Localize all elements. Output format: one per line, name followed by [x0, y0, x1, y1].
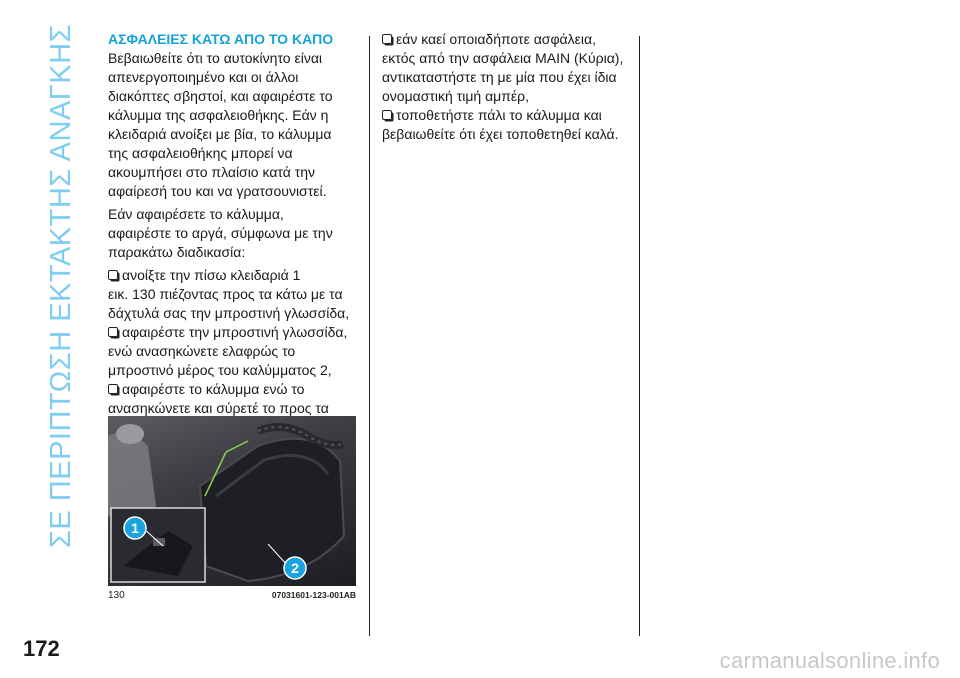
- text-line: δάχτυλά σας την μπροστινή γλωσσίδα,: [108, 305, 350, 321]
- text-line: εάν καεί οποιαδήποτε ασφάλεια,: [396, 31, 596, 47]
- procedure-intro: [108, 205, 360, 262]
- checkbox-bullet-icon: [108, 327, 118, 337]
- text-line: μπροστινό μέρος του καλύμματος 2,: [108, 362, 332, 378]
- chapter-title: ΣΕ ΠΕΡΙΠΤΩΣΗ ΕΚΤΑΚΤΗΣ ΑΝΑΓΚΗΣ: [44, 24, 77, 549]
- checkbox-bullet-icon: [108, 384, 118, 394]
- text-line: ονομαστική τιμή αμπέρ,: [382, 88, 529, 104]
- text-line: αφαιρέστε το αργά, σύμφωνα με την: [108, 225, 333, 241]
- checkbox-bullet-icon: [382, 34, 392, 44]
- watermark-text: carmanualsonline.info: [719, 648, 940, 673]
- text-line: ακουμπήσει στο πλαίσιο κατά την: [108, 164, 316, 180]
- figure-caption: [108, 590, 356, 604]
- step-1: [108, 266, 360, 323]
- text-line: της ασφαλειοθήκης μπορεί να: [108, 145, 293, 161]
- text-line: ενώ ανασηκώνετε ελαφρώς το: [108, 343, 296, 359]
- text-line: ανασηκώνετε και σύρετέ το προς τα: [108, 400, 329, 416]
- intro-paragraph: [108, 49, 360, 201]
- text-line: Εάν αφαιρέσετε το κάλυμμα,: [108, 206, 284, 222]
- step-4: [382, 30, 638, 106]
- column-divider: [369, 36, 370, 636]
- text-line: διακόπτες σβηστοί, και αφαιρέστε το: [108, 88, 333, 104]
- text-line: βεβαιωθείτε ότι έχει τοποθετηθεί καλά.: [382, 126, 619, 142]
- chapter-side-tab: [44, 24, 78, 549]
- text-line: αφαιρέστε την μπροστινή γλωσσίδα,: [122, 324, 348, 340]
- callout-2-label: 2: [291, 560, 299, 576]
- text-line: Βεβαιωθείτε ότι το αυτοκίνητο είναι: [108, 50, 323, 66]
- fuse-box-photo: [108, 416, 356, 586]
- text-line: αφαιρέστε το κάλυμμα ενώ το: [122, 381, 305, 397]
- right-column: [382, 30, 638, 144]
- text-line: απενεργοποιημένο και οι άλλοι: [108, 69, 299, 85]
- text-line: κάλυμμα της ασφαλειοθήκης. Εάν η: [108, 107, 329, 123]
- engine-bay-illustration: [108, 416, 356, 586]
- left-column: [108, 30, 360, 437]
- text-line: αντικαταστήστε τη με μία που έχει ίδια: [382, 69, 617, 85]
- checkbox-bullet-icon: [382, 110, 392, 120]
- text-line: ανοίξτε την πίσω κλειδαριά 1: [122, 267, 301, 283]
- text-line: παρακάτω διαδικασία:: [108, 244, 246, 260]
- checkbox-bullet-icon: [108, 270, 118, 280]
- text-line: κλειδαριά ανοίξει με βία, το κάλυμμα: [108, 126, 332, 142]
- text-line: εκτός από την ασφάλεια MAIN (Κύρια),: [382, 50, 624, 66]
- step-5: [382, 106, 638, 144]
- section-heading: ΑΣΦΑΛΕΙΕΣ ΚΑΤΩ ΑΠΟ ΤΟ ΚΑΠΟ: [108, 31, 334, 47]
- column-divider: [639, 36, 640, 636]
- step-2: [108, 323, 360, 380]
- figure-number: 130: [108, 590, 125, 601]
- text-line: αφαίρεσή του και να γρατσουνιστεί.: [108, 183, 327, 199]
- page-number: 172: [23, 636, 60, 661]
- callout-1-label: 1: [131, 520, 139, 536]
- figure-code: 07031601-123-001AB: [271, 590, 356, 600]
- text-line: τοποθετήστε πάλι το κάλυμμα και: [396, 107, 602, 123]
- text-line: εικ. 130 πιέζοντας προς τα κάτω με τα: [108, 286, 343, 302]
